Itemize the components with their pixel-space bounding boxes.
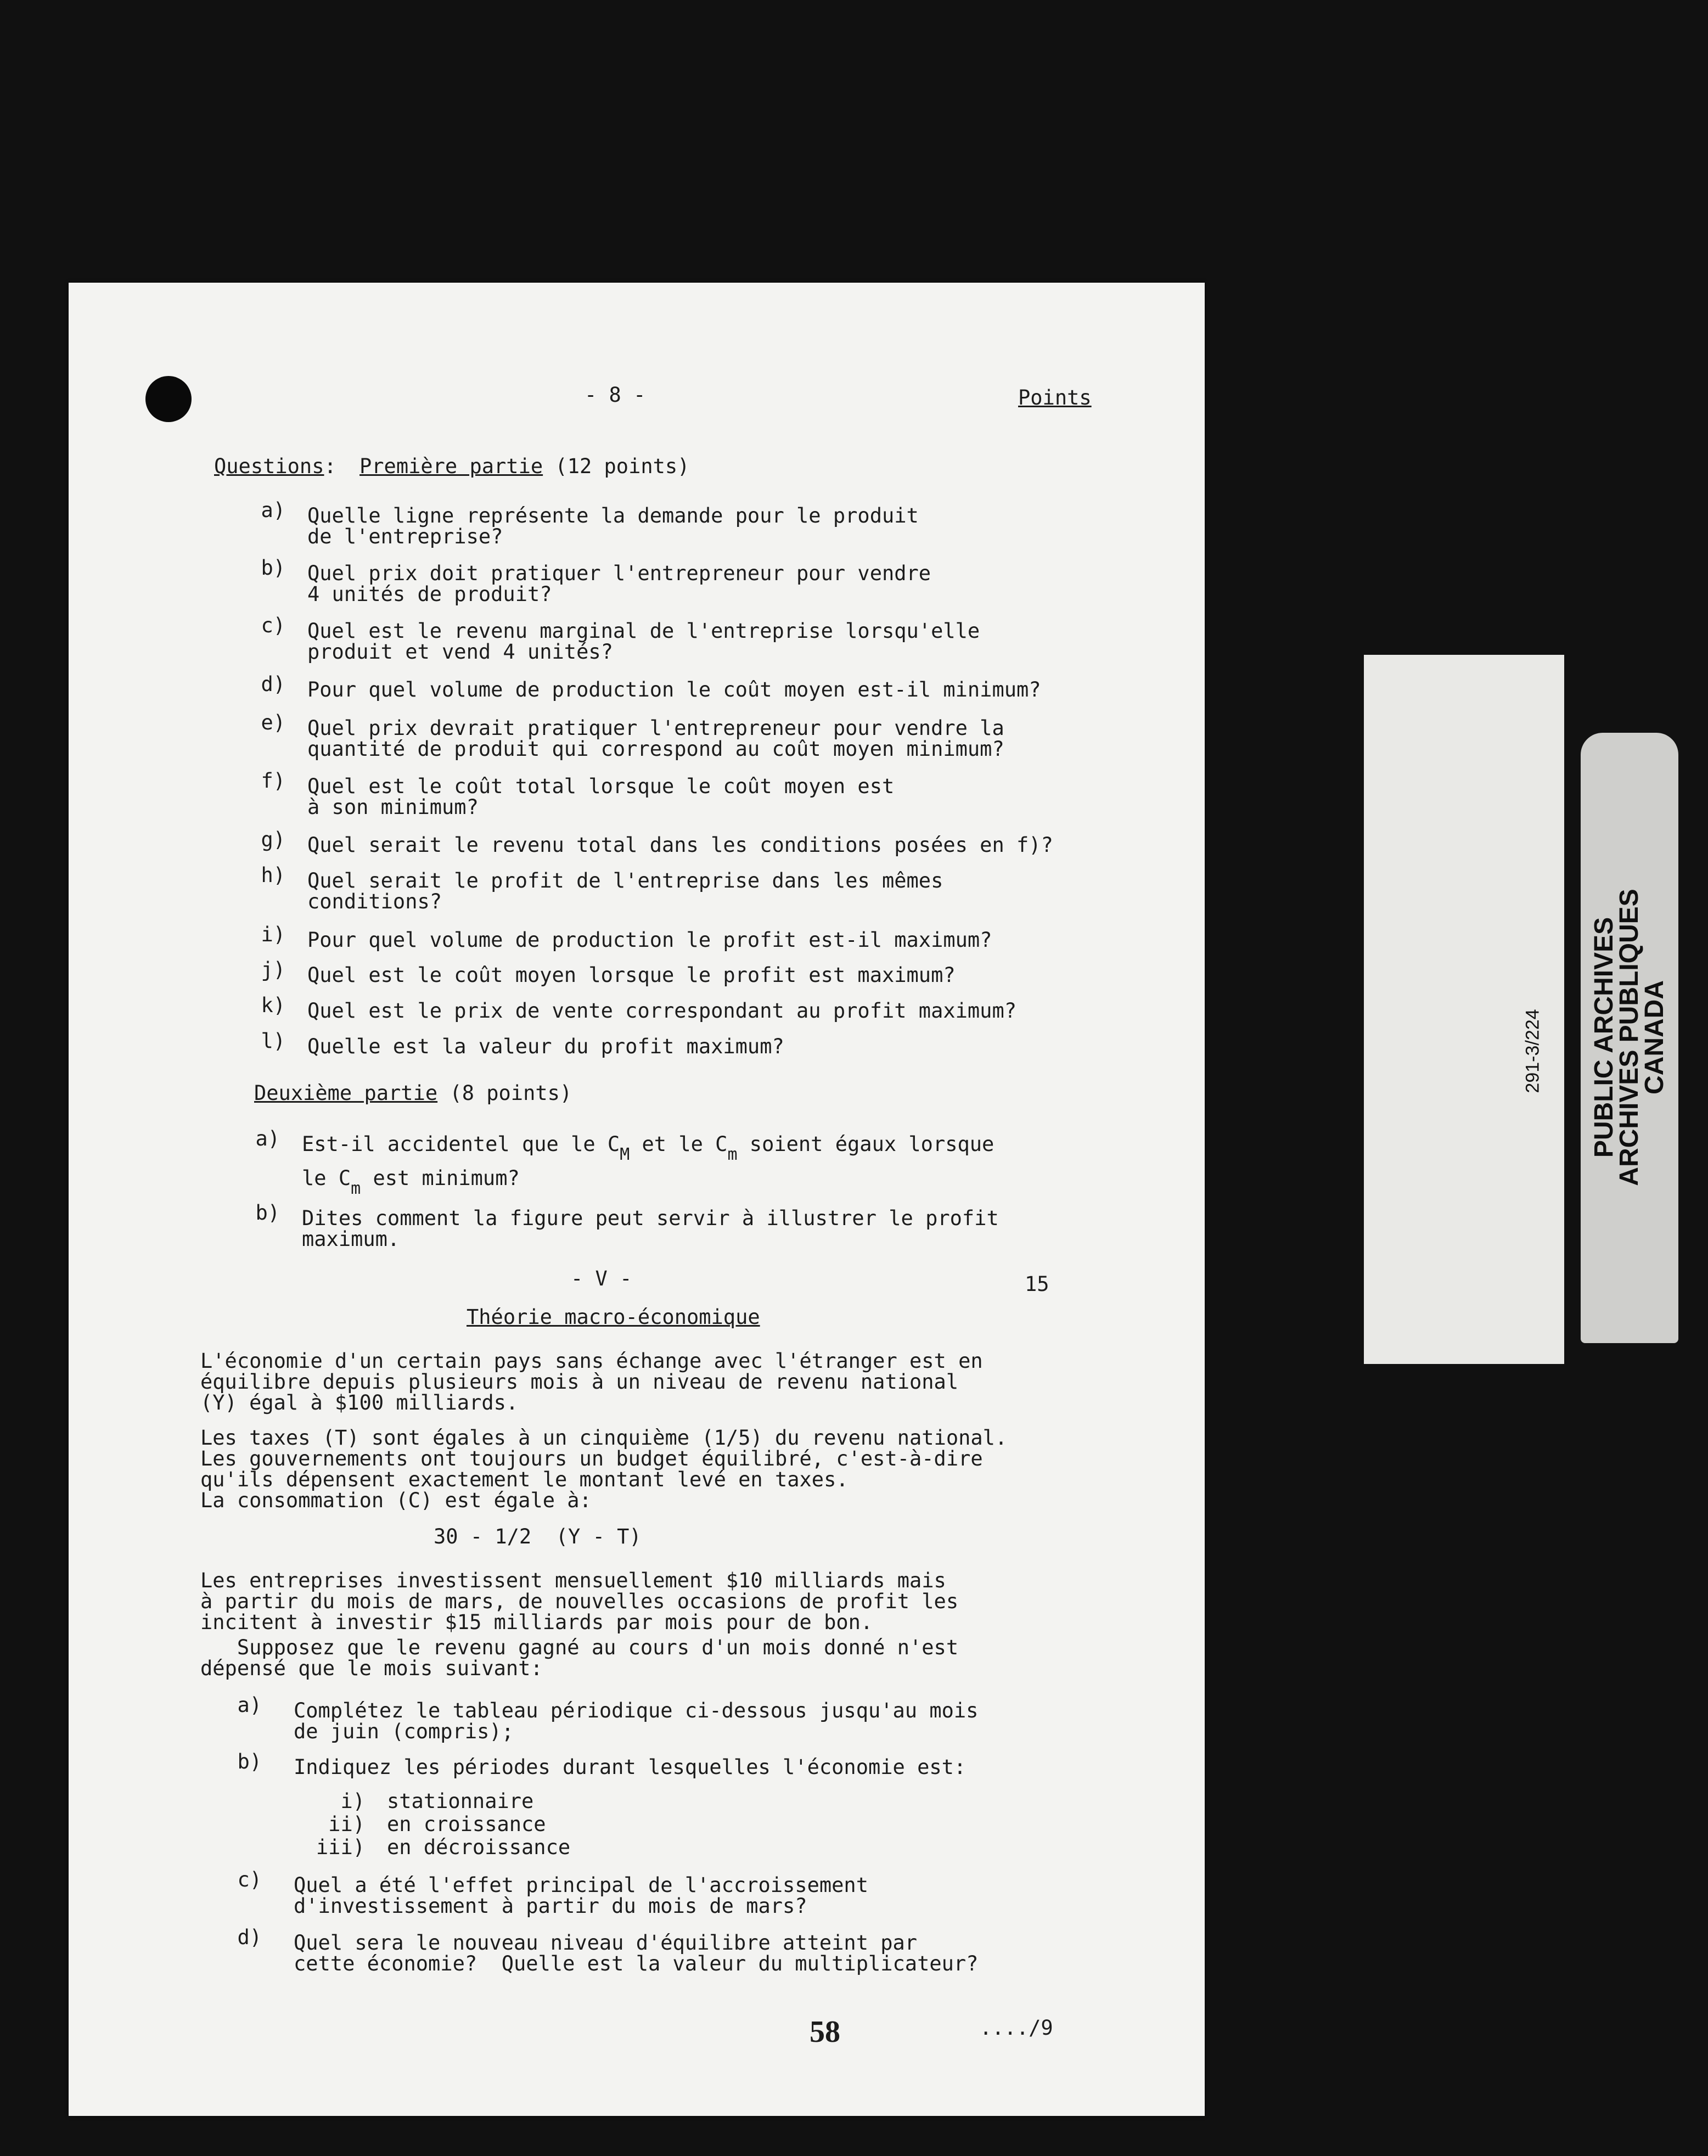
archive-reference: 291-3/224 <box>1522 1009 1543 1093</box>
q-f-line1: Quel est le coût total lorsque le coût moyen est <box>307 774 895 798</box>
q-b-line1: Quel prix doit pratiquer l'entrepreneur pour vendre <box>307 562 931 585</box>
p2-b-label: b) <box>255 1201 280 1225</box>
q-d-line1: Pour quel volume de production le coût moyen est-il minimum? <box>307 678 1041 701</box>
p2-a-text2: et le C <box>630 1132 728 1156</box>
q-d-label: d) <box>261 672 285 696</box>
para1-line2: équilibre depuis plusieurs mois à un niveau de revenu national <box>200 1370 959 1394</box>
q-h-label: h) <box>261 863 285 887</box>
macro-d-line2: cette économie? Quelle est la valeur du multiplicateur? <box>294 1952 979 1975</box>
consumption-formula: 30 - 1/2 (Y - T) <box>434 1525 642 1548</box>
macro-a-line2: de juin (compris); <box>294 1720 514 1743</box>
para2-line2: Les gouvernements ont toujours un budget équilibré, c'est-à-dire <box>200 1447 983 1470</box>
part2-heading <box>254 1082 572 1104</box>
para4-line1: Supposez que le revenu gagné au cours d'un mois donné n'est <box>200 1636 959 1659</box>
p2-b-line1: Dites comment la figure peut servir à illustrer le profit <box>302 1206 999 1230</box>
macro-b-label: b) <box>237 1750 262 1773</box>
para2-line4: La consommation (C) est égale à: <box>200 1489 592 1512</box>
archive-stamp-text <box>1589 889 1669 1186</box>
part2-points: (8 points) <box>450 1081 572 1105</box>
q-k-label: k) <box>261 993 285 1017</box>
q-a-line1: Quelle ligne représente la demande pour le produit <box>307 504 919 527</box>
macro-b-i-text: stationnaire <box>387 1789 534 1813</box>
stamp-line-1: PUBLIC ARCHIVES <box>1589 917 1619 1158</box>
q-f-line2: à son minimum? <box>307 795 479 819</box>
questions-colon: : <box>324 454 336 478</box>
macro-d-line1: Quel sera le nouveau niveau d'équilibre atteint par <box>294 1931 918 1955</box>
part1-title: Première partie <box>359 454 543 478</box>
q-c-line2: produit et vend 4 unités? <box>307 640 613 664</box>
para3-line3: incitent à investir $15 milliards par mois pour de bon. <box>200 1610 873 1634</box>
macro-a-line1: Complétez le tableau périodique ci-dessous jusqu'au mois <box>294 1699 979 1722</box>
p2-a-text3: soient égaux lorsque <box>737 1132 995 1156</box>
q-l-line1: Quelle est la valeur du profit maximum? <box>307 1035 784 1058</box>
page-number: - 8 - <box>585 383 646 407</box>
section-title: Théorie macro-économique <box>467 1305 760 1329</box>
p2-a-sub-M: M <box>620 1145 630 1164</box>
macro-b-iii-label: iii) <box>316 1835 365 1859</box>
macro-b-iii-text: en décroissance <box>387 1835 571 1859</box>
q-i-label: i) <box>261 923 285 946</box>
macro-b-ii-text: en croissance <box>387 1812 546 1836</box>
q-g-line1: Quel serait le revenu total dans les conditions posées en f)? <box>307 833 1053 857</box>
q-h-line1: Quel serait le profit de l'entreprise dans les mêmes <box>307 869 943 892</box>
q-c-label: c) <box>261 614 285 637</box>
macro-b-line: Indiquez les périodes durant lesquelles l'économie est: <box>294 1755 967 1779</box>
questions-label: Questions <box>214 454 324 478</box>
q-a-label: a) <box>261 498 285 522</box>
p2-a-line1 <box>302 1132 995 1164</box>
q-e-line1: Quel prix devrait pratiquer l'entrepreneur pour vendre la <box>307 716 1004 740</box>
q-b-line2: 4 unités de produit? <box>307 582 552 606</box>
macro-a-label: a) <box>237 1693 262 1717</box>
section-points: 15 <box>1025 1272 1049 1296</box>
q-f-label: f) <box>261 769 285 793</box>
stamp-line-3: CANADA <box>1640 980 1669 1094</box>
q-h-line2: conditions? <box>307 890 442 913</box>
p2-a-line2 <box>302 1166 520 1198</box>
para1-line3: (Y) égal à $100 milliards. <box>200 1391 519 1414</box>
p2-a-label: a) <box>255 1127 280 1150</box>
para3-line1: Les entreprises investissent mensuellement $10 milliards mais <box>200 1569 946 1592</box>
p2-a-text1: Est-il accidentel que le C <box>302 1132 620 1156</box>
p2-a-text5: est minimum? <box>361 1166 520 1190</box>
q-a-line2: de l'entreprise? <box>307 525 503 548</box>
q-e-line2: quantité de produit qui correspond au coût moyen minimum? <box>307 737 1004 761</box>
para3-line2: à partir du mois de mars, de nouvelles occasions de profit les <box>200 1590 959 1613</box>
questions-heading <box>214 456 336 478</box>
continuation-mark: ..../9 <box>980 2016 1053 2040</box>
para1-line1: L'économie d'un certain pays sans échange avec l'étranger est en <box>200 1349 983 1373</box>
para2-line1: Les taxes (T) sont égales à un cinquième (1/5) du revenu national. <box>200 1426 1008 1450</box>
q-k-line1: Quel est le prix de vente correspondant au profit maximum? <box>307 999 1017 1023</box>
macro-c-line2: d'investissement à partir du mois de mars? <box>294 1894 807 1918</box>
macro-c-line1: Quel a été l'effet principal de l'accroissement <box>294 1873 868 1897</box>
q-j-line1: Quel est le coût moyen lorsque le profit est maximum? <box>307 963 956 987</box>
q-l-label: l) <box>261 1029 285 1053</box>
p2-a-sub-m2: m <box>351 1179 361 1198</box>
p2-a-text4: le C <box>302 1166 351 1190</box>
q-i-line1: Pour quel volume de production le profit est-il maximum? <box>307 928 992 952</box>
macro-d-label: d) <box>237 1925 262 1949</box>
macro-c-label: c) <box>237 1868 262 1891</box>
folio-number: 58 <box>810 2015 840 2049</box>
q-e-label: e) <box>261 711 285 734</box>
q-c-line1: Quel est le revenu marginal de l'entreprise lorsqu'elle <box>307 619 980 643</box>
p2-b-line2: maximum. <box>302 1227 400 1251</box>
p2-a-sub-m1: m <box>727 1145 738 1164</box>
para4-line2: dépensé que le mois suivant: <box>200 1657 543 1680</box>
q-j-label: j) <box>261 958 285 981</box>
macro-b-ii-label: ii) <box>328 1812 365 1836</box>
q-b-label: b) <box>261 556 285 580</box>
stamp-line-2: ARCHIVES PUBLIQUES <box>1615 889 1644 1186</box>
part2-title: Deuxième partie <box>254 1081 438 1105</box>
macro-b-i-label: i) <box>340 1789 365 1813</box>
punch-hole <box>145 376 192 422</box>
document-page <box>69 283 1205 2116</box>
part1-heading <box>359 456 689 478</box>
section-numeral: - V - <box>571 1267 632 1290</box>
points-header: Points <box>1018 386 1092 409</box>
part1-points: (12 points) <box>555 454 690 478</box>
para2-line3: qu'ils dépensent exactement le montant levé en taxes. <box>200 1468 849 1491</box>
q-g-label: g) <box>261 828 285 851</box>
